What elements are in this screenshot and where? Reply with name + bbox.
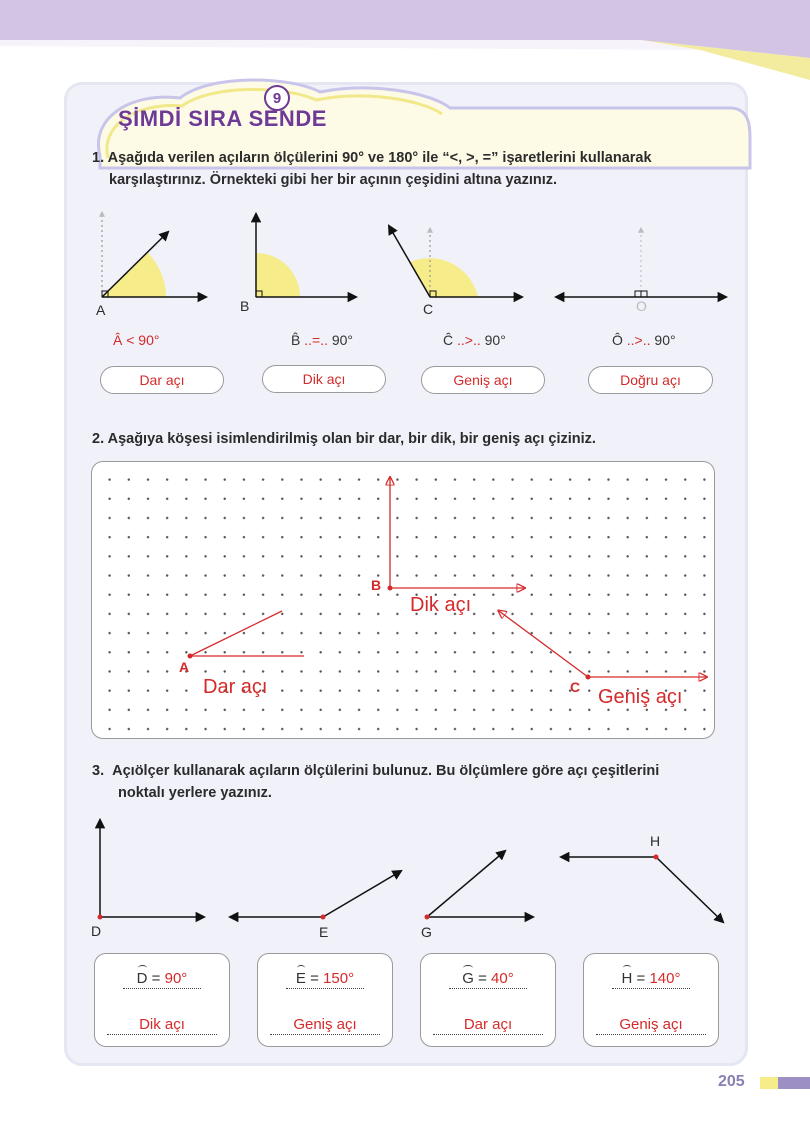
answer-pill-o: Doğru açı bbox=[588, 366, 713, 394]
measure-e-value: 150° bbox=[323, 970, 355, 987]
measure-h-dotted-line bbox=[612, 988, 690, 989]
angle-e-figure bbox=[230, 871, 401, 920]
section-title: ŞİMDİ SIRA SENDE bbox=[118, 106, 327, 131]
page-tab-purple bbox=[778, 1077, 810, 1089]
page-tab-yellow bbox=[760, 1077, 778, 1089]
measure-g-vertex: G bbox=[462, 970, 474, 987]
vertex-label-o: O bbox=[636, 298, 647, 314]
vertex-label-e: E bbox=[319, 924, 329, 940]
measure-d: D = 90° bbox=[136, 970, 188, 987]
angle-d-figure bbox=[98, 820, 205, 920]
vertex-label-g: G bbox=[421, 924, 432, 940]
question-2-number: 2. bbox=[92, 431, 105, 447]
kind-d: Dik açı bbox=[139, 1016, 185, 1033]
angle-b-symbol: B̂ bbox=[291, 332, 301, 348]
question-1-line2: karşılaştırınız. Örnekteki gibi her bir açının çeşidini altına yazınız. bbox=[109, 172, 558, 188]
grid-vertex-a: A bbox=[179, 659, 190, 675]
angle-c-suffix: 90° bbox=[484, 332, 506, 348]
measure-h: H = 140° bbox=[621, 970, 681, 987]
vertex-label-b: B bbox=[240, 298, 250, 314]
angle-b-suffix: 90° bbox=[331, 332, 354, 348]
kind-e-dotted-line bbox=[270, 1034, 380, 1035]
kind-e: Geniş açı bbox=[293, 1016, 357, 1033]
answer-card-h bbox=[583, 953, 719, 1047]
vertex-label-h: H bbox=[650, 833, 661, 849]
angle-h-figure bbox=[561, 855, 723, 923]
question-1-line1: Aşağıda verilen açıların ölçülerini 90° ve 180° ile “<, >, =” işaretlerini kullanarak bbox=[107, 150, 652, 166]
question-3-number: 3. bbox=[92, 763, 105, 779]
answer-card-e bbox=[257, 953, 393, 1047]
angle-c-relation: ..>.. bbox=[457, 332, 481, 348]
measure-d-dotted-line bbox=[123, 988, 201, 989]
answer-card-g bbox=[420, 953, 556, 1047]
measure-e-vertex: E bbox=[295, 970, 306, 987]
angle-o-suffix: 90° bbox=[654, 332, 676, 348]
grid-vertex-b: B bbox=[371, 577, 382, 593]
kind-d-dotted-line bbox=[107, 1034, 217, 1035]
page-number: 205 bbox=[718, 1073, 745, 1090]
measure-h-vertex: H bbox=[621, 970, 633, 987]
exercise-number-badge: 9 bbox=[264, 85, 290, 111]
angle-b-relation: ..=.. bbox=[304, 332, 328, 348]
kind-g-dotted-line bbox=[433, 1034, 543, 1035]
angle-a-symbol: Â bbox=[113, 332, 123, 348]
angle-c-symbol: Ĉ bbox=[443, 332, 454, 348]
measure-e-dotted-line bbox=[286, 988, 364, 989]
vertex-label-a: A bbox=[96, 302, 106, 318]
measure-d-vertex: D bbox=[136, 970, 148, 987]
answer-pill-c: Geniş açı bbox=[421, 366, 545, 394]
measure-d-value: 90° bbox=[164, 970, 188, 987]
grid-label-genis: Geniş açı bbox=[598, 686, 683, 708]
answer-card-d bbox=[94, 953, 230, 1047]
vertex-label-d: D bbox=[91, 923, 102, 939]
kind-h-dotted-line bbox=[596, 1034, 706, 1035]
vertex-label-c: C bbox=[423, 301, 434, 317]
question-3-line1: Açıölçer kullanarak açıların ölçülerini bulunuz. Bu ölçümlere göre açı çeşitlerini bbox=[112, 763, 660, 779]
question-2-line: Aşağıya köşesi isimlendirilmiş olan bir dar, bir dik, bir geniş açı çiziniz. bbox=[107, 431, 596, 447]
kind-h: Geniş açı bbox=[619, 1016, 683, 1033]
grid-vertex-c: C bbox=[570, 679, 581, 695]
answer-pill-b: Dik açı bbox=[262, 365, 386, 393]
angle-o-symbol: Ô bbox=[612, 332, 623, 348]
grid-label-dik: Dik açı bbox=[410, 594, 472, 616]
angle-a-relation: < 90° bbox=[126, 332, 160, 348]
angle-o-relation: ..>.. bbox=[626, 332, 651, 348]
grid-label-dar: Dar açı bbox=[203, 676, 268, 698]
answer-pill-a: Dar açı bbox=[100, 366, 224, 394]
kind-g: Dar açı bbox=[463, 1016, 513, 1033]
question-1-number: 1. bbox=[92, 150, 105, 166]
measure-g-value: 40° bbox=[491, 970, 514, 987]
measure-g: G = 40° bbox=[462, 970, 514, 987]
question-3-line2: noktalı yerlere yazınız. bbox=[118, 785, 272, 801]
measure-e: E = 150° bbox=[295, 970, 355, 987]
angle-g-figure bbox=[425, 851, 534, 920]
measure-h-value: 140° bbox=[649, 970, 681, 987]
measure-g-dotted-line bbox=[449, 988, 527, 989]
